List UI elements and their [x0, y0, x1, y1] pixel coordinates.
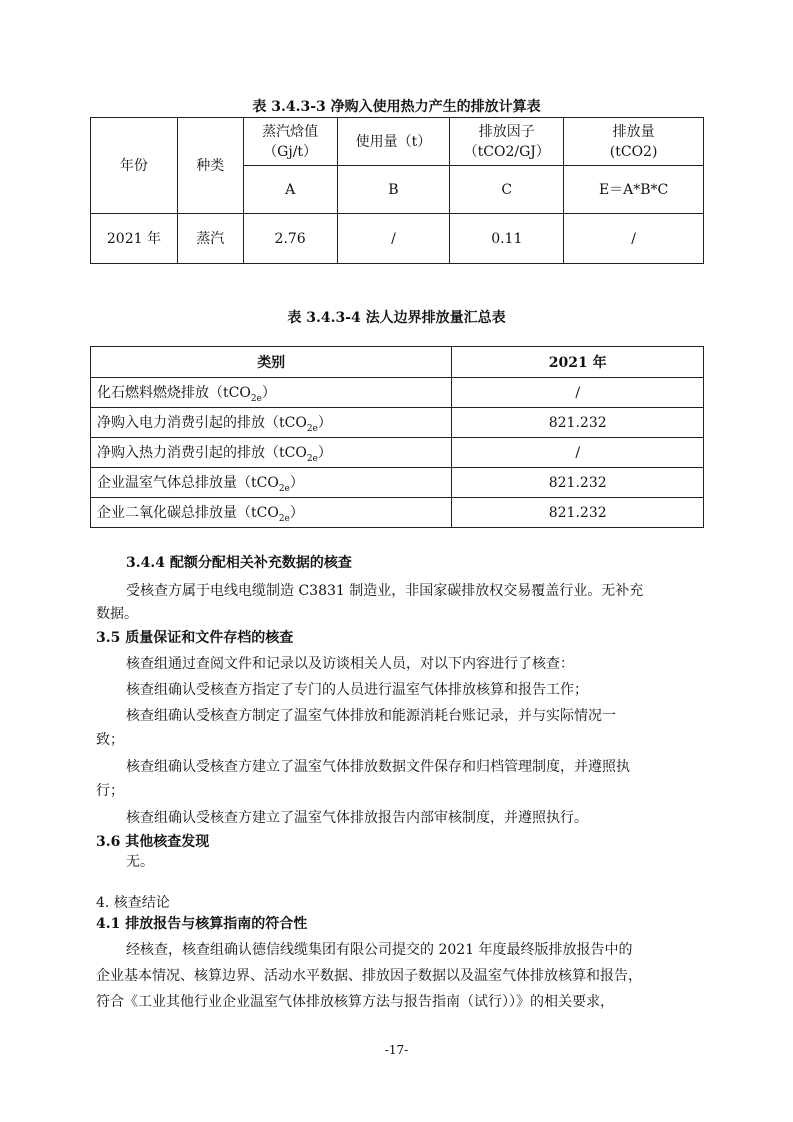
- header-year: 2021 年: [452, 347, 704, 378]
- paragraph-line: 核查组确认受核查方建立了温室气体排放数据文件保存和归档管理制度，并遵照执: [126, 759, 630, 775]
- table2-caption: 表 3.4.3-4 法人边界排放量汇总表: [287, 310, 506, 326]
- table-row: [91, 214, 704, 264]
- row-label: 净购入热力消费引起的排放（tCO$_{2e}$）: [91, 438, 452, 468]
- heat-emission-table: [90, 117, 704, 264]
- row-year: 2021 年: [91, 214, 178, 264]
- letter-c: C: [450, 166, 564, 214]
- row-label: 企业二氧化碳总排放量（tCO$_{2e}$）: [91, 498, 452, 528]
- paragraph-line: 致；: [96, 732, 124, 748]
- paragraph-line: 无。: [126, 854, 154, 870]
- header-factor: 排放因子 （tCO2/GJ）: [450, 118, 564, 166]
- paragraph-line: 受核查方属于电线电缆制造 C3831 制造业，非国家碳排放权交易覆盖行业。无补充: [126, 583, 644, 599]
- table-row: [91, 468, 704, 498]
- row-emission: /: [564, 214, 704, 264]
- paragraph-line: 企业基本情况、核算边界、活动水平数据、排放因子数据以及温室气体排放核算和报告，: [96, 968, 642, 984]
- table1-caption: 表 3.4.3-3 净购入使用热力产生的排放计算表: [252, 99, 541, 115]
- paragraph-line: 核查组确认受核查方指定了专门的人员进行温室气体排放核算和报告工作；: [126, 682, 588, 698]
- paragraph-line: 符合《工业其他行业企业温室气体排放核算方法与报告指南（试行））》的相关要求，: [96, 994, 614, 1010]
- header-usage: 使用量（t）: [337, 118, 450, 166]
- row-value: /: [452, 378, 704, 408]
- table-row: [91, 408, 704, 438]
- table-row: [91, 438, 704, 468]
- paragraph-line: 核查组确认受核查方制定了温室气体排放和能源消耗台账记录，并与实际情况一: [126, 708, 616, 724]
- table-row: [91, 378, 704, 408]
- paragraph-line: 经核查，核查组确认德信线缆集团有限公司提交的 2021 年度最终版排放报告中的: [126, 942, 633, 958]
- section-4-heading: 4. 核查结论: [96, 895, 170, 911]
- section-3-5-heading: 3.5 质量保证和文件存档的核查: [96, 630, 294, 646]
- section-3-4-4-heading: 3.4.4 配额分配相关补充数据的核查: [126, 555, 352, 571]
- letter-e: E＝A*B*C: [564, 166, 704, 214]
- paragraph-line: 核查组确认受核查方建立了温室气体排放报告内部审核制度，并遵照执行。: [126, 810, 588, 826]
- section-4-1-heading: 4.1 排放报告与核算指南的符合性: [96, 916, 308, 932]
- row-value: 821.232: [452, 498, 704, 528]
- row-enthalpy: 2.76: [243, 214, 337, 264]
- table-row: [91, 498, 704, 528]
- section-3-6-heading: 3.6 其他核查发现: [96, 834, 210, 850]
- header-year: 年份: [91, 118, 178, 214]
- row-kind: 蒸汽: [177, 214, 243, 264]
- row-label: 企业温室气体总排放量（tCO$_{2e}$）: [91, 468, 452, 498]
- row-value: 821.232: [452, 468, 704, 498]
- header-category: 类别: [91, 347, 452, 378]
- row-label: 净购入电力消费引起的排放（tCO$_{2e}$）: [91, 408, 452, 438]
- summary-table: [90, 346, 704, 528]
- row-label: 化石燃料燃烧排放（tCO$_{2e}$）: [91, 378, 452, 408]
- row-factor: 0.11: [450, 214, 564, 264]
- paragraph-line: 数据。: [96, 606, 138, 622]
- paragraph-line: 行；: [96, 783, 124, 799]
- page-number: -17-: [384, 1043, 409, 1057]
- row-value: 821.232: [452, 408, 704, 438]
- row-usage: /: [337, 214, 450, 264]
- row-value: /: [452, 438, 704, 468]
- letter-b: B: [337, 166, 450, 214]
- header-enthalpy: 蒸汽焓值 （Gj/t）: [243, 118, 337, 166]
- header-kind: 种类: [177, 118, 243, 214]
- letter-a: A: [243, 166, 337, 214]
- paragraph-line: 核查组通过查阅文件和记录以及访谈相关人员，对以下内容进行了核查：: [126, 656, 574, 672]
- header-emission: 排放量 (tCO2): [564, 118, 704, 166]
